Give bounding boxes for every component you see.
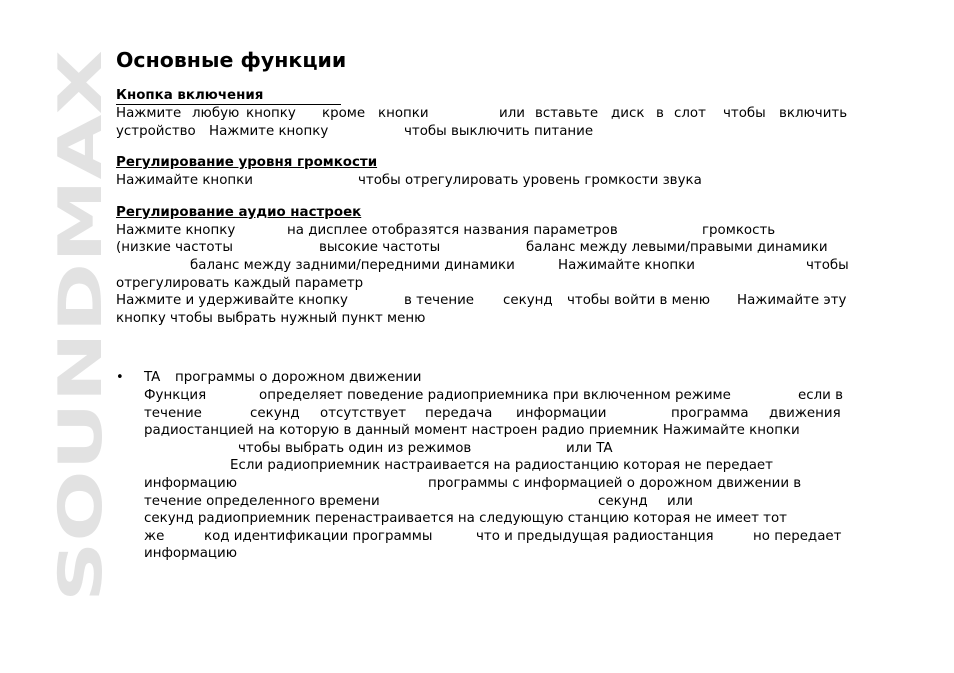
text-segment: Нажимайте эту bbox=[737, 293, 847, 309]
text-segment: или TA bbox=[566, 440, 613, 456]
ta-p1-line-1 bbox=[144, 387, 852, 405]
ta-heading-line bbox=[144, 369, 852, 387]
text-segment: чтобы отрегулировать уровень громкости звука bbox=[358, 173, 702, 189]
text-word: диск bbox=[611, 106, 645, 121]
ta-p1-line-4 bbox=[144, 440, 852, 458]
ta-p2-line-5 bbox=[144, 528, 852, 546]
text-segment: отрегулировать каждый параметр bbox=[116, 275, 364, 291]
section-heading-audio: Регулирование аудио настроек bbox=[116, 204, 362, 220]
section-heading-volume: Регулирование уровня громкости bbox=[116, 155, 378, 171]
text-segment: высокие частоты bbox=[319, 240, 441, 256]
text-segment: программы о дорожном движении bbox=[175, 370, 422, 386]
page-title: Основные функции bbox=[116, 48, 347, 72]
text-segment: Нажмите и удерживайте кнопку bbox=[116, 293, 348, 309]
text-segment: но передает bbox=[753, 528, 842, 544]
text-word: любую bbox=[192, 106, 240, 121]
text-segment: течение определенного времени bbox=[144, 493, 380, 509]
text-segment: громкость bbox=[702, 222, 776, 238]
text-word: кнопки bbox=[378, 106, 429, 121]
audio-line-3 bbox=[116, 257, 852, 275]
text-word: слот bbox=[674, 106, 706, 121]
ta-p2-line-1 bbox=[144, 457, 852, 475]
power-line-2 bbox=[116, 123, 852, 141]
ta-p2-line-2 bbox=[144, 475, 852, 493]
text-segment: что и предыдущая радиостанция bbox=[476, 528, 714, 544]
text-segment: радиостанцией на которую в данный момент настроен радио приемник Нажимайте кнопки bbox=[144, 423, 800, 439]
volume-line-1 bbox=[116, 172, 852, 190]
text-segment: секунд bbox=[503, 293, 553, 309]
ta-p2-line-6 bbox=[144, 545, 852, 563]
ta-p2-line-3 bbox=[144, 493, 852, 511]
text-word: вставьте bbox=[535, 106, 599, 121]
brand-text: SOUNDMAX bbox=[46, 206, 116, 602]
ta-p2-line-4 bbox=[144, 510, 852, 528]
ta-p1-line-2 bbox=[144, 405, 852, 423]
text-word: в bbox=[656, 106, 664, 121]
brand-watermark bbox=[46, 48, 116, 604]
text-segment: же bbox=[144, 528, 165, 544]
text-segment: или bbox=[667, 493, 693, 509]
text-segment: Если радиоприемник настраивается на радиостанцию которая не передает bbox=[230, 458, 773, 474]
text-segment: баланс между левыми/правыми динамики bbox=[526, 240, 828, 256]
text-segment: программы с информацией о дорожном движении в bbox=[428, 475, 802, 491]
text-segment: Нажмите кнопку bbox=[209, 123, 329, 139]
section-heading-power: Кнопка включения bbox=[116, 88, 341, 105]
audio-line-6 bbox=[116, 310, 852, 328]
text-segment: чтобы выбрать один из режимов bbox=[238, 440, 472, 456]
audio-line-2 bbox=[116, 239, 852, 257]
text-word: кроме bbox=[322, 106, 366, 121]
text-segment: секунд bbox=[598, 493, 648, 509]
text-segment: Функция bbox=[144, 387, 207, 403]
text-segment: Нажмите кнопку bbox=[116, 222, 236, 238]
text-segment: на дисплее отобразятся названия параметров bbox=[287, 222, 618, 238]
text-segment: если в bbox=[798, 387, 844, 403]
text-segment: чтобы войти в меню bbox=[567, 293, 711, 309]
text-segment: (низкие частоты bbox=[116, 240, 233, 256]
text-word: кнопку bbox=[246, 106, 296, 121]
page-content bbox=[116, 46, 852, 563]
text-segment: код идентификации программы bbox=[204, 528, 433, 544]
text-word: Нажмите bbox=[116, 106, 182, 121]
text-word: чтобы bbox=[723, 106, 766, 121]
text-word: передача bbox=[425, 405, 493, 421]
text-word: информации bbox=[516, 405, 607, 421]
text-segment: TA bbox=[144, 370, 161, 386]
text-segment: в течение bbox=[404, 293, 475, 309]
text-segment: чтобы выключить питание bbox=[404, 123, 594, 139]
text-segment: баланс между задними/передними динамики bbox=[190, 257, 515, 273]
text-word: отсутствует bbox=[320, 405, 407, 421]
text-word: секунд bbox=[250, 405, 300, 421]
ta-list-item bbox=[116, 369, 852, 563]
text-word: течение bbox=[144, 405, 202, 421]
text-segment: информацию bbox=[144, 475, 237, 491]
text-word: программа bbox=[671, 405, 749, 421]
text-segment: устройство bbox=[116, 123, 196, 139]
text-segment: чтобы bbox=[806, 257, 849, 273]
text-segment: определяет поведение радиоприемника при включенном режиме bbox=[259, 387, 731, 403]
power-line-1 bbox=[116, 105, 852, 123]
audio-line-1 bbox=[116, 222, 852, 240]
text-word: включить bbox=[779, 106, 848, 121]
text-segment: информацию bbox=[144, 546, 237, 562]
ta-p1-line-3 bbox=[144, 422, 852, 440]
bullet-icon: • bbox=[116, 370, 124, 386]
text-segment: кнопку чтобы выбрать нужный пункт меню bbox=[116, 310, 426, 326]
audio-line-5 bbox=[116, 292, 852, 310]
text-segment: Нажимайте кнопки bbox=[116, 173, 253, 189]
text-word: или bbox=[499, 106, 525, 121]
text-segment: Нажимайте кнопки bbox=[558, 257, 695, 273]
text-segment: секунд радиоприемник перенастраивается на следующую станцию которая не имеет тот bbox=[144, 511, 787, 527]
audio-line-4 bbox=[116, 275, 852, 293]
text-word: движения bbox=[769, 405, 841, 421]
